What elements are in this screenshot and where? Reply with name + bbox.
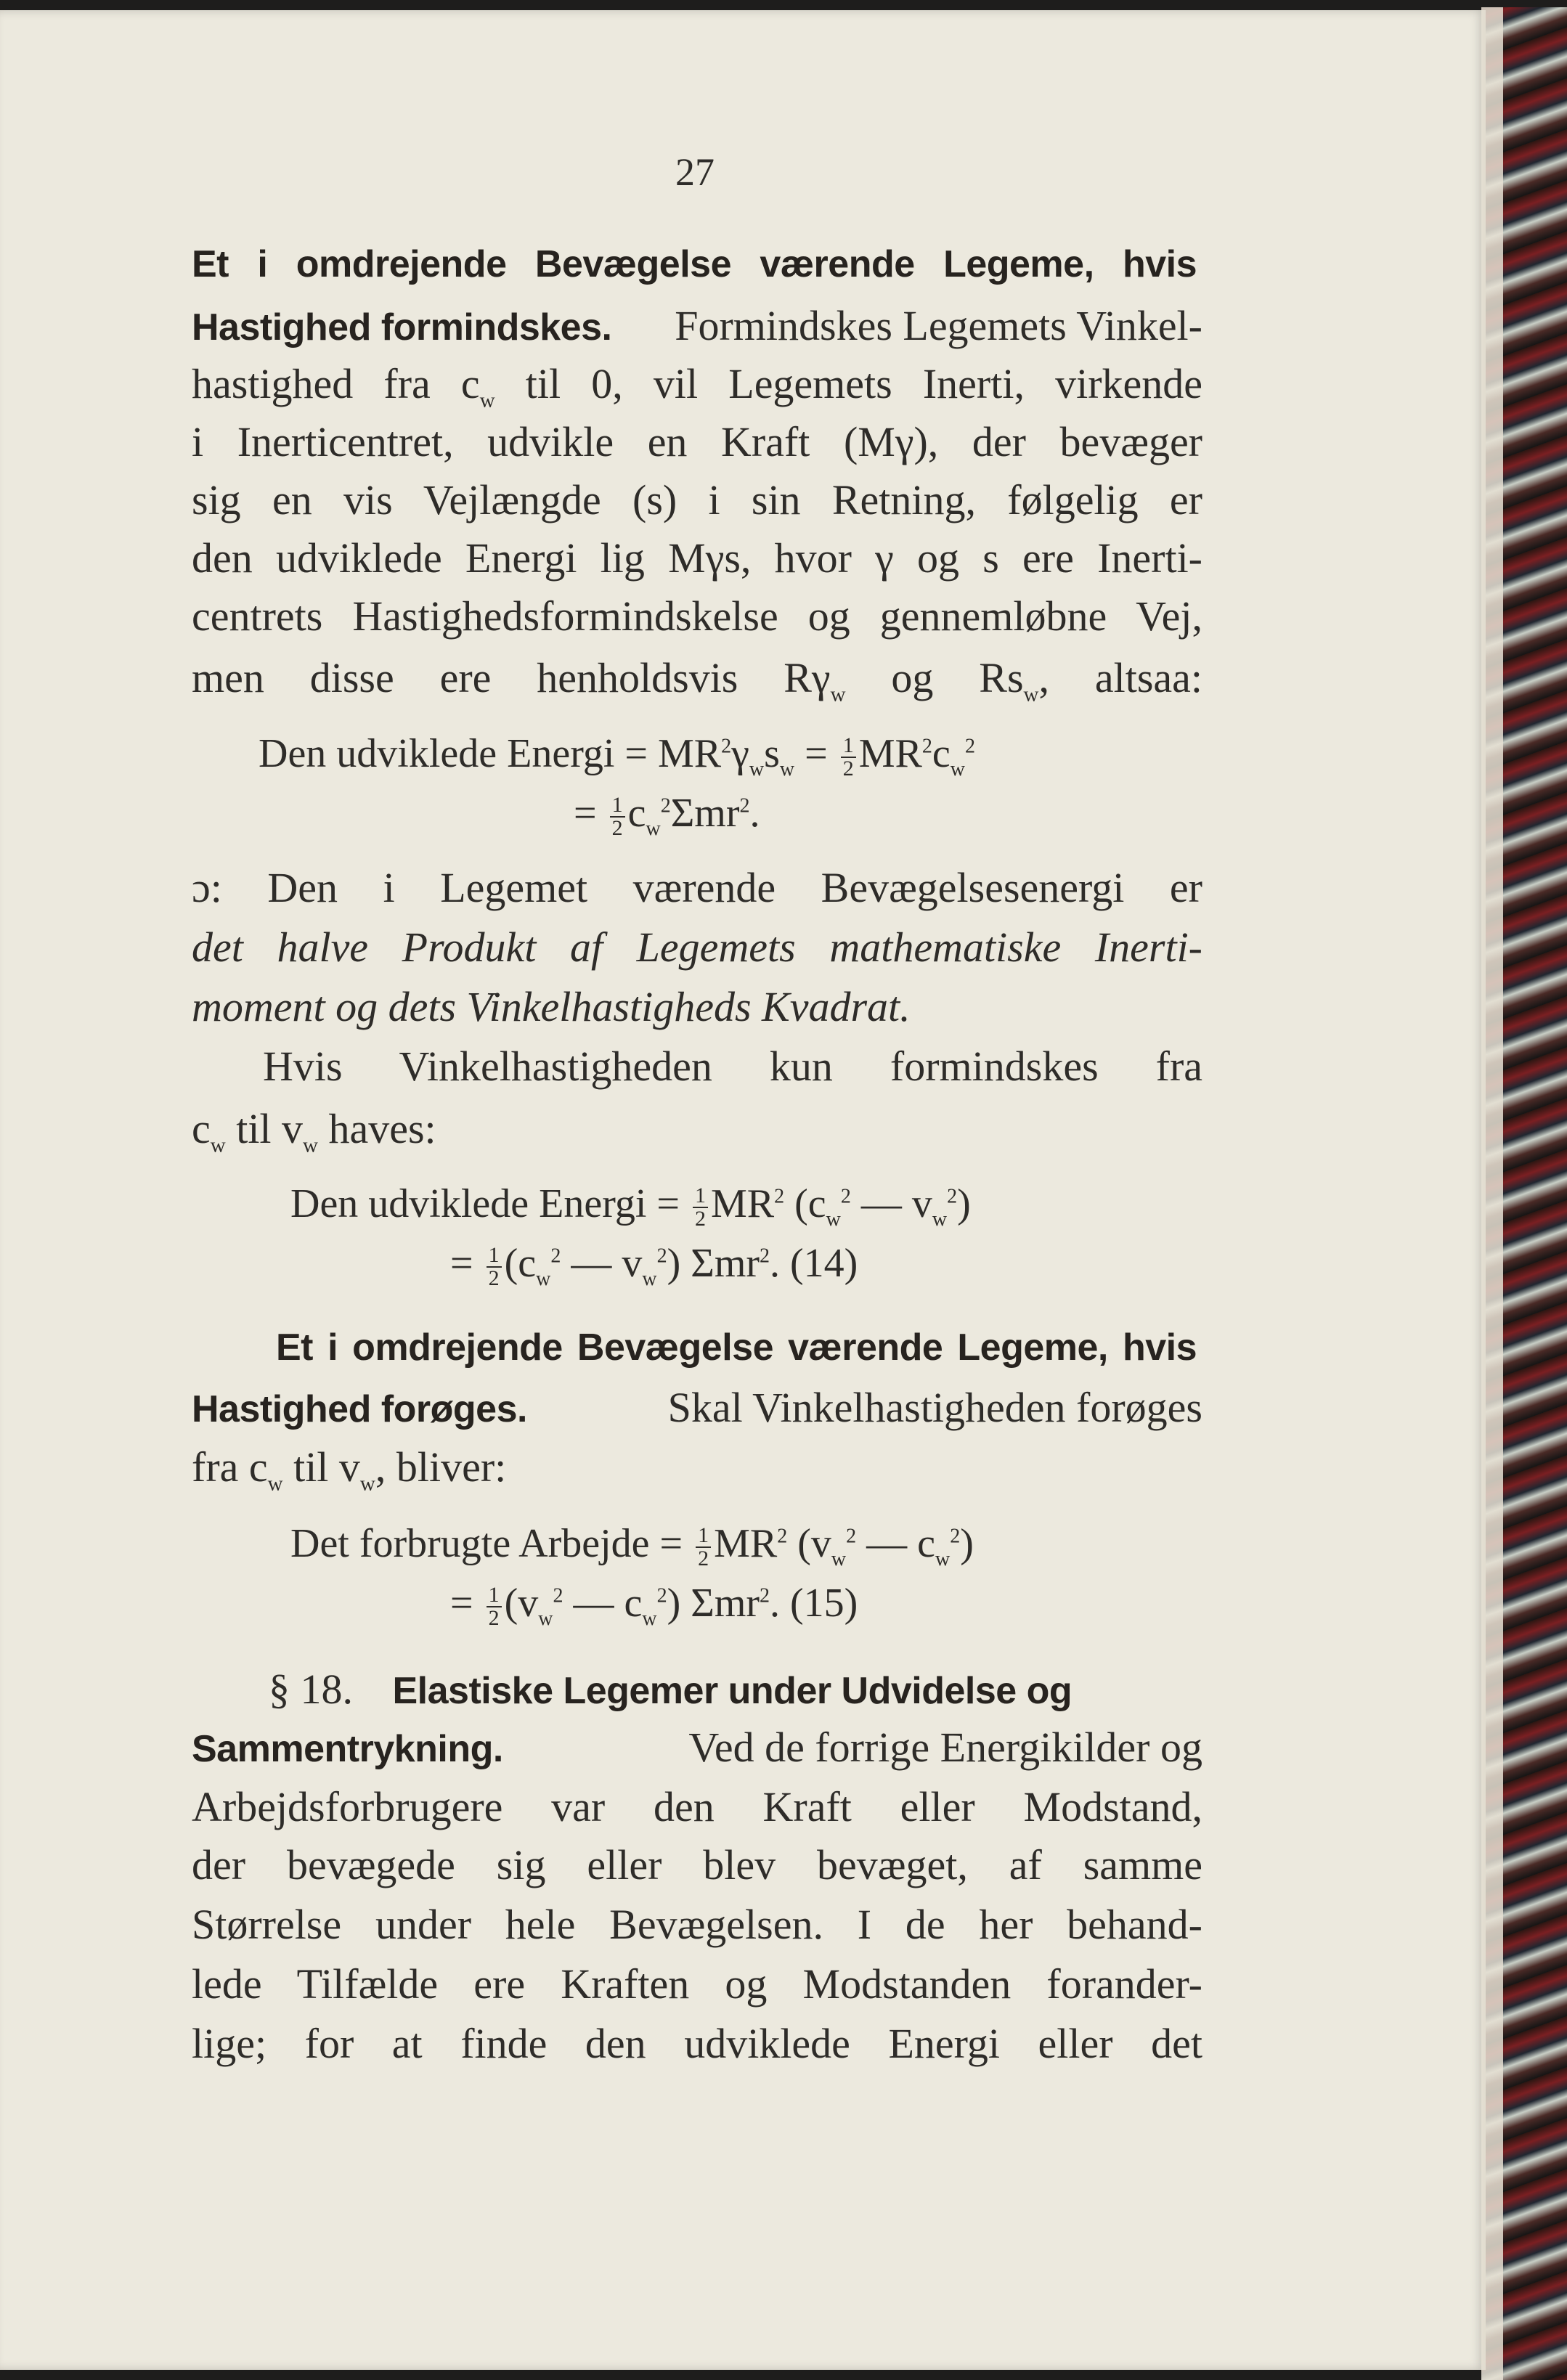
section3-line1 [269,1668,1202,1711]
fraction-half: $\frac{1}{2}$ [610,794,625,839]
section3-line2-text: Ved de forrige Energikilder og [688,1724,1202,1771]
section2-line3: fra $c_w$ til $v_w$, bliver: [192,1443,507,1496]
section3-line7: lige; for at finde den udviklede Energi eller det [192,2020,1202,2067]
section3-line2 [192,1724,1202,1771]
fraction-half: $\frac{1}{2}$ [487,1584,502,1629]
paragraph3-line1: Hvis Vinkelhastigheden kun formindskes fra [263,1043,1202,1090]
equation-1-line2: = $\frac{1}{2}$ $c_w^2\Sigma mr^2$. [574,791,760,841]
section1-line2-text: Formindskes Legemets Vinkel- [675,302,1202,349]
section3-line3: Arbejdsforbrugere var den Kraft eller Modstand, [192,1783,1202,1830]
section1-line6: den udviklede Energi lig Mγs, hvor γ og s ere Inerti- [192,534,1202,582]
equation-1-line1: Den udviklede Energi = $MR^2\gamma_ws_w$ = $\frac{1}{2}$ $MR^2c_w^2$ [259,731,975,781]
paragraph2-line2: det halve Produkt af Legemets mathematiske Inerti- [192,924,1202,971]
fraction-half: $\frac{1}{2}$ [696,1525,711,1570]
equation-5: Det forbrugte Arbejde = $\frac{1}{2}$ $MR^2$ ($v_w^2$ — $c_w^2$) [290,1521,974,1571]
equation-6: = $\frac{1}{2}$ ($v_w^2$ — $c_w^2$) Σmr$^2$. (15) [450,1581,858,1631]
equation-3: Den udviklede Energi = $\frac{1}{2}$ $MR^2$ ($c_w^2$ — $v_w^2$) [290,1181,971,1231]
section-number: § 18. [269,1666,353,1713]
section1-heading-line1: Et i omdrejende Bevægelse værende Legeme, hvis [192,243,1197,285]
section1-line4: i Inerticentret, udvikle en Kraft (Mγ), der bevæger [192,418,1202,465]
section3-line4: der bevægede sig eller blev bevæget, af samme [192,1841,1202,1888]
page-number: 27 [675,150,715,194]
fraction-half: $\frac{1}{2}$ [841,735,856,780]
section2-line2-text: Skal Vinkelhastigheden forøges [667,1384,1202,1431]
section1-line5: sig en vis Vejlængde (s) i sin Retning, følgelig er [192,476,1202,523]
section2-heading-line2: Hastighed forøges. [192,1388,527,1430]
section1-heading-line2: Hastighed formindskes. [192,306,612,349]
equation-4: = $\frac{1}{2}$ ($c_w^2$ — $v_w^2$) Σmr$^2$. (14) [450,1241,858,1291]
section2-line2 [192,1384,1202,1431]
section1-line8: men disse ere henholdsvis $R\gamma_w$ og $Rs_w$, altsaa: [192,654,1202,706]
fraction-half: $\frac{1}{2}$ [487,1244,502,1289]
section2-heading-line1: Et i omdrejende Bevægelse værende Legeme, hvis [276,1326,1197,1369]
section3-line5: Størrelse under hele Bevægelsen. I de her behand- [192,1901,1202,1948]
section3-heading-line1: Elastiske Legemer under Udvidelse og [392,1670,1073,1712]
page-edge-strip [1481,7,1503,2380]
section1-line2 [192,302,1202,349]
section1-line3: hastighed fra $c_w$ til 0, vil Legemets Inerti, virkende [192,360,1203,412]
paragraph2-line3: moment og dets Vinkelhastigheds Kvadrat. [192,983,911,1030]
fraction-half: $\frac{1}{2}$ [693,1185,708,1230]
paragraph2-line1: ɔ: Den i Legemet værende Bevægelsesenergi er [192,864,1202,911]
section3-heading-line2: Sammentrykning. [192,1728,503,1770]
section3-line6: lede Tilfælde ere Kraften og Modstanden forander- [192,1960,1202,2008]
paragraph3-line2: $c_w$ til $v_w$ haves: [192,1105,436,1157]
section1-line7: centrets Hastighedsformindskelse og gennemløbne Vej, [192,592,1202,640]
